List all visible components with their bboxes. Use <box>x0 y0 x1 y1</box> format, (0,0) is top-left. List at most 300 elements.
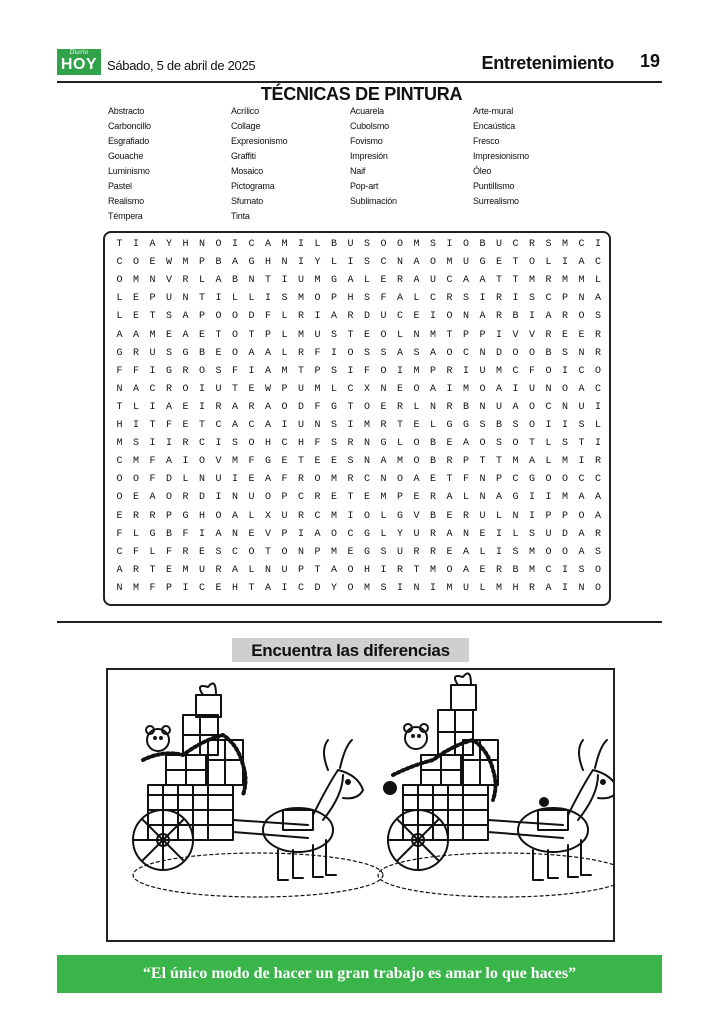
grid-letter: I <box>594 401 601 413</box>
grid-letter: T <box>446 329 453 341</box>
grid-letter: N <box>231 492 238 504</box>
grid-letter: L <box>363 275 370 287</box>
grid-letter: Y <box>330 582 337 594</box>
grid-letter: A <box>396 347 403 359</box>
grid-letter: C <box>578 474 585 486</box>
grid-letter: M <box>380 492 387 504</box>
grid-letter: T <box>149 564 156 576</box>
grid-letter: U <box>347 239 354 250</box>
grid-letter: E <box>363 329 370 341</box>
grid-letter: L <box>281 329 288 341</box>
grid-letter: O <box>198 365 205 377</box>
grid-letter: H <box>363 564 370 576</box>
grid-letter: C <box>149 383 156 395</box>
grid-letter: A <box>462 546 469 558</box>
grid-letter: O <box>215 311 222 323</box>
grid-letter: E <box>380 275 387 287</box>
grid-row <box>111 437 607 452</box>
grid-letter: C <box>231 546 238 558</box>
grid-letter: A <box>578 383 585 395</box>
grid-letter: O <box>248 546 255 558</box>
grid-letter: T <box>495 275 502 287</box>
grid-letter: R <box>297 311 304 323</box>
grid-letter: R <box>495 293 502 305</box>
grid-letter: C <box>578 365 585 377</box>
grid-letter: O <box>446 347 453 359</box>
grid-letter: S <box>479 420 486 431</box>
grid-letter: A <box>462 438 469 450</box>
grid-letter: A <box>462 564 469 576</box>
grid-letter: E <box>363 492 370 504</box>
grid-letter: U <box>528 383 535 395</box>
grid-letter: A <box>528 456 535 468</box>
grid-letter: S <box>215 546 222 558</box>
grid-letter: E <box>165 329 172 341</box>
word-list-item: Pastel <box>108 181 132 191</box>
grid-letter: I <box>495 546 502 558</box>
grid-letter: I <box>198 528 205 540</box>
grid-letter: A <box>231 564 238 576</box>
grid-letter: Y <box>165 239 172 250</box>
grid-letter: I <box>429 311 436 323</box>
grid-letter: C <box>116 456 123 468</box>
section-divider <box>57 621 662 623</box>
grid-letter: G <box>479 257 486 269</box>
grid-letter: O <box>231 329 238 341</box>
grid-letter: U <box>297 275 304 287</box>
grid-letter: R <box>446 365 453 377</box>
grid-letter: F <box>149 456 156 468</box>
grid-letter: O <box>528 401 535 413</box>
newspaper-logo <box>57 49 101 75</box>
grid-letter: R <box>149 510 156 522</box>
grid-letter: F <box>462 474 469 486</box>
grid-letter: F <box>248 456 255 468</box>
grid-letter: O <box>545 546 552 558</box>
grid-letter: N <box>413 582 420 594</box>
grid-letter: I <box>479 293 486 305</box>
grid-letter: S <box>380 546 387 558</box>
grid-letter: R <box>182 546 189 558</box>
grid-letter: I <box>396 582 403 594</box>
grid-row <box>111 473 607 488</box>
grid-letter: L <box>281 347 288 359</box>
grid-letter: S <box>363 239 370 250</box>
grid-letter: U <box>495 239 502 250</box>
grid-letter: R <box>396 564 403 576</box>
grid-letter: H <box>198 510 205 522</box>
grid-letter: R <box>165 383 172 395</box>
grid-letter: C <box>198 582 205 594</box>
grid-letter: P <box>545 510 552 522</box>
word-list-item: Carboncillo <box>108 121 151 131</box>
grid-letter: S <box>561 438 568 450</box>
grid-letter: M <box>231 456 238 468</box>
grid-letter: A <box>495 492 502 504</box>
grid-letter: A <box>446 528 453 540</box>
grid-letter: M <box>495 582 502 594</box>
grid-letter: O <box>413 456 420 468</box>
grid-letter: M <box>132 582 139 594</box>
grid-letter: I <box>330 347 337 359</box>
grid-letter: C <box>594 383 601 395</box>
grid-letter: I <box>446 239 453 250</box>
grid-letter: I <box>561 257 568 269</box>
grid-letter: R <box>545 275 552 287</box>
grid-letter: R <box>495 564 502 576</box>
grid-letter: C <box>116 257 123 269</box>
grid-letter: T <box>149 420 156 431</box>
grid-letter: F <box>165 546 172 558</box>
grid-letter: D <box>248 311 255 323</box>
grid-letter: F <box>314 438 321 450</box>
grid-letter: D <box>561 528 568 540</box>
grid-letter: I <box>495 329 502 341</box>
grid-letter: S <box>231 438 238 450</box>
grid-letter: P <box>561 510 568 522</box>
grid-letter: A <box>231 510 238 522</box>
grid-letter: H <box>347 293 354 305</box>
grid-letter: T <box>297 365 304 377</box>
grid-letter: R <box>182 275 189 287</box>
grid-letter: T <box>495 456 502 468</box>
grid-letter: U <box>396 546 403 558</box>
grid-letter: S <box>512 546 519 558</box>
grid-letter: E <box>446 546 453 558</box>
grid-letter: L <box>231 293 238 305</box>
grid-letter: L <box>380 528 387 540</box>
grid-letter: A <box>578 257 585 269</box>
grid-letter: R <box>429 528 436 540</box>
grid-letter: I <box>545 492 552 504</box>
grid-letter: O <box>132 474 139 486</box>
grid-letter: C <box>347 528 354 540</box>
grid-letter: S <box>413 347 420 359</box>
grid-letter: P <box>396 492 403 504</box>
grid-letter: G <box>149 528 156 540</box>
grid-letter: F <box>314 401 321 413</box>
grid-letter: S <box>545 239 552 250</box>
grid-letter: E <box>479 528 486 540</box>
grid-letter: C <box>462 347 469 359</box>
grid-letter: U <box>413 528 420 540</box>
grid-letter: W <box>264 383 271 395</box>
word-list-item: Realismo <box>108 196 144 206</box>
grid-letter: M <box>314 383 321 395</box>
grid-row <box>111 365 607 380</box>
word-list-item: Impresionismo <box>473 151 529 161</box>
grid-letter: T <box>116 401 123 413</box>
grid-letter: L <box>594 275 601 287</box>
word-list-item: Témpera <box>108 211 143 221</box>
grid-letter: F <box>231 365 238 377</box>
grid-letter: B <box>215 257 222 269</box>
grid-row <box>111 419 607 434</box>
grid-letter: H <box>182 239 189 250</box>
grid-row <box>111 455 607 470</box>
grid-letter: I <box>545 420 552 431</box>
grid-letter: R <box>182 365 189 377</box>
grid-letter: G <box>396 510 403 522</box>
grid-letter: E <box>413 311 420 323</box>
grid-letter: M <box>314 275 321 287</box>
grid-letter: G <box>363 528 370 540</box>
grid-letter: O <box>182 383 189 395</box>
grid-letter: R <box>495 311 502 323</box>
grid-letter: T <box>512 257 519 269</box>
grid-letter: N <box>248 275 255 287</box>
grid-row <box>111 310 607 325</box>
grid-letter: G <box>528 474 535 486</box>
grid-letter: S <box>380 582 387 594</box>
grid-letter: M <box>528 275 535 287</box>
grid-letter: O <box>396 239 403 250</box>
grid-letter: F <box>363 365 370 377</box>
grid-letter: N <box>363 456 370 468</box>
grid-letter: O <box>512 438 519 450</box>
grid-letter: M <box>429 329 436 341</box>
grid-letter: A <box>231 257 238 269</box>
grid-letter: P <box>198 257 205 269</box>
grid-letter: V <box>165 275 172 287</box>
grid-row <box>111 256 607 271</box>
grid-row <box>111 238 607 253</box>
grid-letter: O <box>462 239 469 250</box>
grid-letter: A <box>215 275 222 287</box>
grid-letter: P <box>165 582 172 594</box>
grid-letter: S <box>215 365 222 377</box>
grid-letter: L <box>132 528 139 540</box>
grid-letter: C <box>545 564 552 576</box>
grid-letter: A <box>545 582 552 594</box>
grid-letter: O <box>561 474 568 486</box>
grid-letter: S <box>561 347 568 359</box>
grid-letter: R <box>182 492 189 504</box>
grid-letter: G <box>330 275 337 287</box>
grid-letter: F <box>281 474 288 486</box>
grid-letter: R <box>297 347 304 359</box>
grid-letter: L <box>413 401 420 413</box>
grid-letter: C <box>594 257 601 269</box>
grid-letter: O <box>281 546 288 558</box>
grid-letter: I <box>528 510 535 522</box>
differences-illustration <box>106 668 615 942</box>
word-list-item: Acuarela <box>350 106 384 116</box>
grid-letter: R <box>561 311 568 323</box>
grid-letter: B <box>512 564 519 576</box>
grid-letter: T <box>479 456 486 468</box>
grid-letter: T <box>231 383 238 395</box>
grid-letter: S <box>363 257 370 269</box>
grid-letter: I <box>314 311 321 323</box>
grid-letter: F <box>132 546 139 558</box>
grid-letter: P <box>281 528 288 540</box>
grid-letter: L <box>479 546 486 558</box>
grid-letter: L <box>413 293 420 305</box>
grid-letter: T <box>446 474 453 486</box>
grid-letter: O <box>528 257 535 269</box>
grid-letter: T <box>149 311 156 323</box>
grid-letter: A <box>264 365 271 377</box>
grid-letter: H <box>264 438 271 450</box>
grid-letter: Y <box>314 257 321 269</box>
grid-letter: C <box>446 275 453 287</box>
grid-letter: A <box>116 329 123 341</box>
grid-letter: G <box>116 347 123 359</box>
grid-letter: O <box>380 365 387 377</box>
logo-big-text: HOY <box>60 56 98 73</box>
grid-letter: C <box>578 239 585 250</box>
page-header <box>57 47 662 81</box>
grid-letter: A <box>380 456 387 468</box>
grid-letter: A <box>462 275 469 287</box>
grid-letter: R <box>545 329 552 341</box>
grid-letter: S <box>330 438 337 450</box>
grid-letter: N <box>479 347 486 359</box>
grid-letter: A <box>578 492 585 504</box>
grid-letter: L <box>512 528 519 540</box>
grid-letter: S <box>330 329 337 341</box>
grid-letter: E <box>413 420 420 431</box>
grid-letter: A <box>330 564 337 576</box>
grid-letter: P <box>281 492 288 504</box>
grid-letter: R <box>446 293 453 305</box>
quote-text: “El único modo de hacer un gran trabajo es amar lo que haces” <box>142 965 577 982</box>
grid-letter: D <box>495 347 502 359</box>
grid-letter: A <box>594 510 601 522</box>
grid-letter: U <box>215 383 222 395</box>
grid-letter: R <box>132 347 139 359</box>
grid-letter: M <box>561 492 568 504</box>
word-list-item: Surrealismo <box>473 196 519 206</box>
grid-letter: B <box>330 239 337 250</box>
grid-row <box>111 292 607 307</box>
grid-letter: T <box>413 564 420 576</box>
grid-letter: O <box>528 347 535 359</box>
grid-letter: N <box>149 275 156 287</box>
grid-letter: I <box>281 582 288 594</box>
grid-letter: E <box>132 492 139 504</box>
grid-letter: I <box>561 420 568 431</box>
grid-letter: C <box>215 420 222 431</box>
grid-letter: G <box>182 347 189 359</box>
grid-letter: H <box>231 582 238 594</box>
grid-letter: P <box>198 311 205 323</box>
grid-letter: S <box>578 564 585 576</box>
grid-letter: I <box>347 257 354 269</box>
grid-letter: O <box>363 510 370 522</box>
grid-letter: A <box>578 546 585 558</box>
wordsearch-title: TÉCNICAS DE PINTURA <box>260 84 463 104</box>
grid-letter: S <box>528 293 535 305</box>
grid-letter: A <box>396 293 403 305</box>
grid-letter: T <box>215 329 222 341</box>
grid-letter: I <box>248 365 255 377</box>
word-list-item: Collage <box>231 121 261 131</box>
word-list-item: Sublimación <box>350 196 397 206</box>
grid-letter: I <box>149 365 156 377</box>
grid-letter: O <box>281 401 288 413</box>
grid-letter: M <box>561 275 568 287</box>
grid-letter: O <box>347 564 354 576</box>
grid-letter: O <box>380 239 387 250</box>
grid-letter: O <box>413 383 420 395</box>
word-list-item: Arte-mural <box>473 106 514 116</box>
word-list-item: Fovismo <box>350 136 383 146</box>
grid-letter: V <box>264 528 271 540</box>
grid-letter: R <box>297 474 304 486</box>
grid-letter: U <box>479 365 486 377</box>
grid-letter: T <box>248 582 255 594</box>
grid-letter: I <box>297 239 304 250</box>
grid-letter: U <box>380 311 387 323</box>
grid-letter: O <box>446 564 453 576</box>
grid-letter: C <box>198 438 205 450</box>
grid-letter: I <box>594 438 601 450</box>
grid-letter: U <box>149 347 156 359</box>
grid-letter: V <box>512 329 519 341</box>
grid-letter: N <box>380 383 387 395</box>
grid-letter: N <box>479 401 486 413</box>
grid-letter: E <box>248 383 255 395</box>
grid-letter: G <box>165 365 172 377</box>
grid-letter: P <box>561 293 568 305</box>
grid-letter: P <box>462 329 469 341</box>
grid-letter: A <box>330 311 337 323</box>
grid-letter: P <box>479 329 486 341</box>
grid-letter: D <box>198 492 205 504</box>
grid-letter: M <box>281 239 288 250</box>
grid-letter: A <box>149 492 156 504</box>
grid-letter: N <box>462 311 469 323</box>
grid-letter: X <box>363 383 370 395</box>
grid-letter: M <box>182 564 189 576</box>
grid-letter: I <box>198 383 205 395</box>
grid-letter: M <box>446 257 453 269</box>
grid-letter: A <box>479 311 486 323</box>
grid-letter: X <box>264 510 271 522</box>
grid-letter: L <box>149 546 156 558</box>
grid-letter: I <box>594 239 601 250</box>
grid-letter: V <box>215 456 222 468</box>
grid-letter: T <box>528 438 535 450</box>
grid-letter: O <box>545 474 552 486</box>
word-list-item: Sfumato <box>231 196 264 206</box>
grid-letter: A <box>413 257 420 269</box>
grid-letter: V <box>528 329 535 341</box>
grid-letter: I <box>396 365 403 377</box>
grid-letter: C <box>248 420 255 431</box>
grid-letter: P <box>165 510 172 522</box>
grid-letter: O <box>264 492 271 504</box>
grid-row <box>111 347 607 362</box>
grid-row <box>111 401 607 416</box>
grid-letter: S <box>363 347 370 359</box>
grid-letter: R <box>215 401 222 413</box>
header-divider <box>57 81 662 83</box>
grid-letter: A <box>264 401 271 413</box>
grid-letter: E <box>182 401 189 413</box>
grid-letter: U <box>165 293 172 305</box>
grid-letter: A <box>264 347 271 359</box>
grid-letter: N <box>264 564 271 576</box>
grid-letter: C <box>396 311 403 323</box>
grid-letter: O <box>545 365 552 377</box>
grid-letter: B <box>512 311 519 323</box>
grid-letter: S <box>347 456 354 468</box>
wordsearch-grid <box>103 231 611 606</box>
grid-letter: I <box>182 456 189 468</box>
